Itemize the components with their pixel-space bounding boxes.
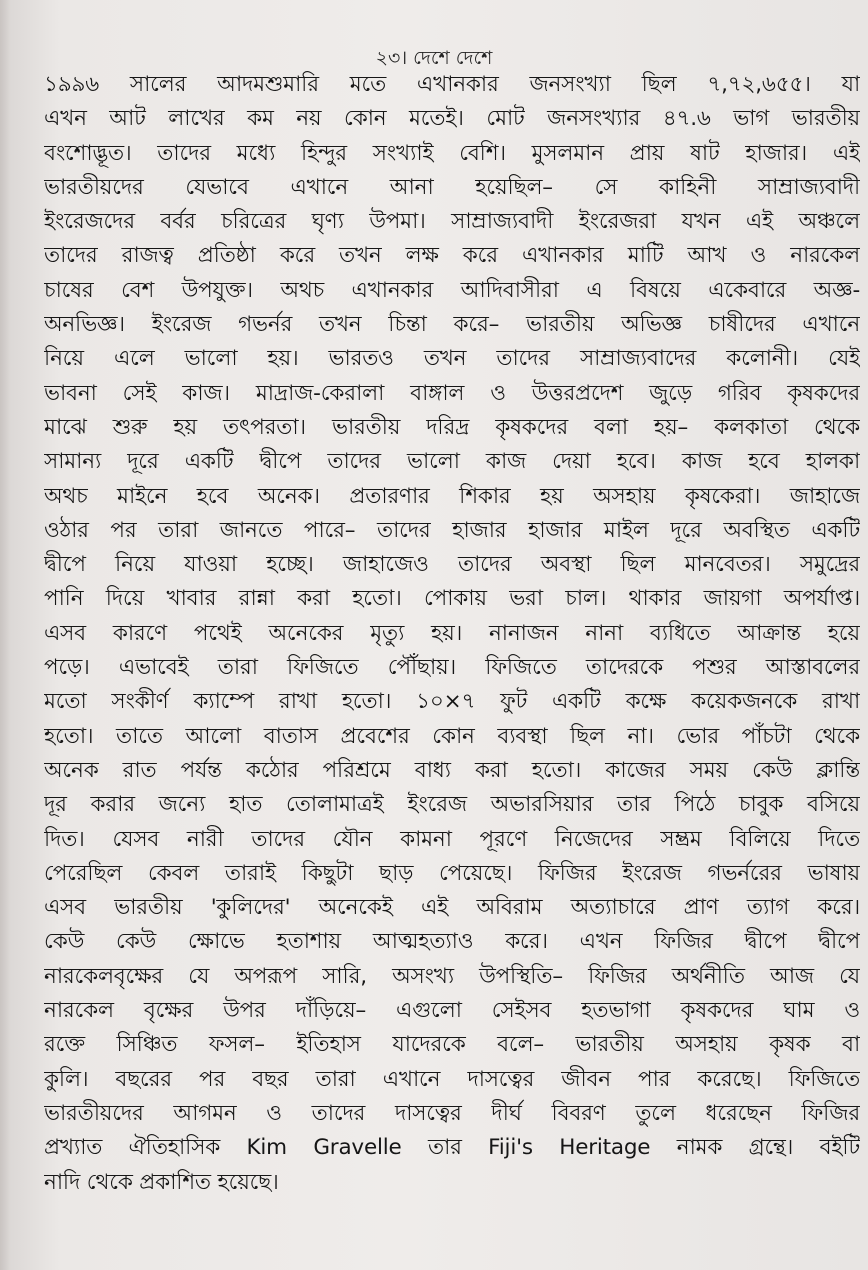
text-line: দূর করার জন্যে হাত তোলামাত্রই ইংরেজ অভারসিয়ার তার পিঠে চাবুক বসিয়ে xyxy=(44,792,860,818)
text-line: কেউ কেউ ক্ষোভে হতাশায় আত্মহত্যাও করে। এখন ফিজির দ্বীপে দ্বীপে xyxy=(44,929,860,955)
text-line: ভাবনা সেই কাজ। মাদ্রাজ-কেরালা বাঙ্গাল ও উত্তরপ্রদেশ জুড়ে গরিব কৃষকদের xyxy=(44,380,860,406)
text-line: অথচ মাইনে হবে অনেক। প্রতারণার শিকার হয় অসহায় কৃষকেরা। জাহাজে xyxy=(44,483,860,509)
text-line: কুলি। বছরের পর বছর তারা এখানে দাসত্বের জীবন পার করেছে। ফিজিতে xyxy=(44,1066,860,1092)
text-line: এসব ভারতীয় 'কুলিদের' অনেকেই এই অবিরাম অত্যাচারে প্রাণ ত্যাগ করে। xyxy=(44,895,860,921)
text-line: এখন আট লাখের কম নয় কোন মতেই। মোট জনসংখ্যার ৪৭.৬ ভাগ ভারতীয় xyxy=(44,106,860,132)
text-line: চাষের বেশ উপযুক্ত। অথচ এখানকার আদিবাসীরা এ বিষয়ে একেবারে অজ্ঞ- xyxy=(44,277,860,303)
text-line: ভারতীয়দের আগমন ও তাদের দাসত্বের দীর্ঘ বিবরণ তুলে ধরেছেন ফিজির xyxy=(44,1100,860,1126)
text-line: অনভিজ্ঞ। ইংরেজ গভর্নর তখন চিন্তা করে– ভারতীয় অভিজ্ঞ চাষীদের এখানে xyxy=(44,312,860,338)
text-line: পানি দিয়ে খাবার রান্না করা হতো। পোকায় ভরা চাল। থাকার জায়গা অপর্যাপ্ত। xyxy=(44,586,860,612)
page-binding-shadow xyxy=(0,0,10,1270)
text-line: অনেক রাত পর্যন্ত কঠোর পরিশ্রমে বাধ্য করা হতো। কাজের সময় কেউ ক্লান্তি xyxy=(44,757,860,783)
text-line-last: নাদি থেকে প্রকাশিত হয়েছে। xyxy=(44,1169,279,1195)
text-line: রক্তে সিঞ্চিত ফসল– ইতিহাস যাদেরকে বলে– ভারতীয় অসহায় কৃষক বা xyxy=(44,1032,860,1058)
text-line: পড়ে। এভাবেই তারা ফিজিতে পৌঁছায়। ফিজিতে তাদেরকে পশুর আস্তাবলের xyxy=(44,655,860,681)
text-line: সামান্য দূরে একটি দ্বীপে তাদের ভালো কাজ দেয়া হবে। কাজ হবে হালকা xyxy=(44,449,860,475)
text-line: এসব কারণে পথেই অনেকের মৃত্যু হয়। নানাজন নানা ব্যধিতে আক্রান্ত হয়ে xyxy=(44,620,860,646)
page-header: ২৩। দেশে দেশে xyxy=(375,47,493,69)
text-line: মাঝে শুরু হয় তৎপরতা। ভারতীয় দরিদ্র কৃষকদের বলা হয়– কলকাতা থেকে xyxy=(44,414,860,440)
text-line: দ্বীপে নিয়ে যাওয়া হচ্ছে। জাহাজেও তাদের অবস্থা ছিল মানবেতর। সমুদ্রের xyxy=(44,552,860,578)
text-line: প্রখ্যাত ঐতিহাসিক Kim Gravelle তার Fiji's Heritage নামক গ্রন্থে। বইটি xyxy=(44,1135,860,1161)
text-line: দিত। যেসব নারী তাদের যৌন কামনা পূরণে নিজেদের সম্ভ্রম বিলিয়ে দিতে xyxy=(44,826,860,852)
text-line: নিয়ে এলে ভালো হয়। ভারতও তখন তাদের সাম্রাজ্যবাদের কলোনী। যেই xyxy=(44,346,860,372)
text-line: বংশোদ্ভূত। তাদের মধ্যে হিন্দুর সংখ্যাই বেশি। মুসলমান প্রায় ষাট হাজার। এই xyxy=(44,140,860,166)
text-line: ১৯৯৬ সালের আদমশুমারি মতে এখানকার জনসংখ্যা ছিল ৭,৭২,৬৫৫। যা xyxy=(44,72,860,97)
body-paragraph xyxy=(44,68,860,1200)
text-line: নারকেল বৃক্ষের উপর দাঁড়িয়ে– এগুলো সেইসব হতভাগা কৃষকদের ঘাম ও xyxy=(44,998,860,1024)
text-line: ওঠার পর তারা জানতে পারে– তাদের হাজার হাজার মাইল দূরে অবস্থিত একটি xyxy=(44,517,860,543)
text-line: নারকেলবৃক্ষের যে অপরূপ সারি, অসংখ্য উপস্থিতি– ফিজির অর্থনীতি আজ যে xyxy=(44,963,860,989)
text-line: তাদের রাজত্ব প্রতিষ্ঠা করে তখন লক্ষ করে এখানকার মাটি আখ ও নারকেল xyxy=(44,243,860,269)
text-line: ভারতীয়দের যেভাবে এখানে আনা হয়েছিল– সে কাহিনী সাম্রাজ্যবাদী xyxy=(44,174,860,200)
text-line: হতো। তাতে আলো বাতাস প্রবেশের কোন ব্যবস্থা ছিল না। ভোর পাঁচটা থেকে xyxy=(44,723,860,749)
text-line: ইংরেজদের বর্বর চরিত্রের ঘৃণ্য উপমা। সাম্রাজ্যবাদী ইংরেজরা যখন এই অঞ্চলে xyxy=(44,209,860,235)
text-line: পেরেছিল কেবল তারাই কিছুটা ছাড় পেয়েছে। ফিজির ইংরেজ গভর্নরের ভাষায় xyxy=(44,860,860,886)
text-line: মতো সংকীর্ণ ক্যাম্পে রাখা হতো। ১০×৭ ফুট একটি কক্ষে কয়েকজনকে রাখা xyxy=(44,689,860,715)
